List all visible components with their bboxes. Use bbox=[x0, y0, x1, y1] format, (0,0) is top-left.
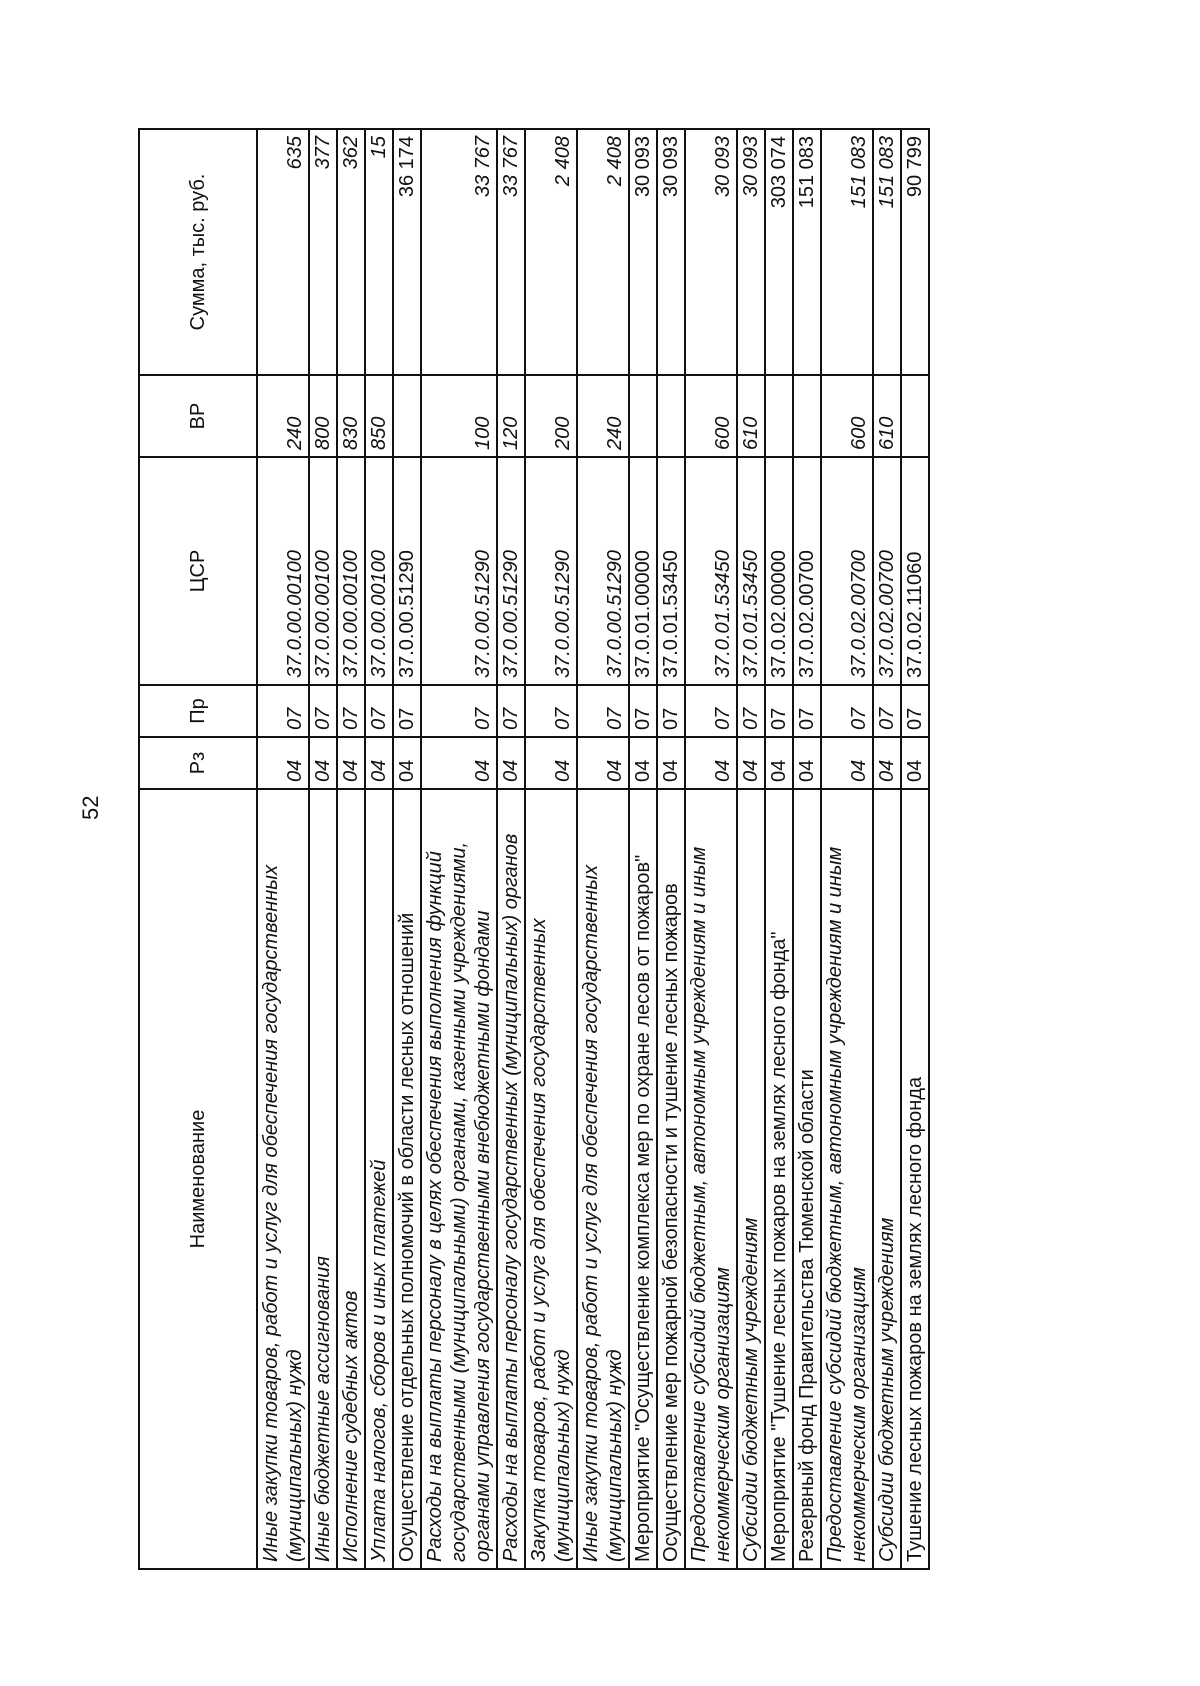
budget-table-container bbox=[138, 130, 1058, 1570]
cell-name: Иные закупки товаров, работ и услуг для обеспечения государственных (муниципальных) нужд bbox=[577, 789, 629, 1569]
cell-vr: 600 bbox=[685, 375, 737, 457]
cell-rz: 04 bbox=[309, 737, 337, 789]
header-row bbox=[139, 129, 257, 1569]
cell-sum: 635 bbox=[257, 129, 309, 375]
cell-rz: 04 bbox=[873, 737, 901, 789]
table-row bbox=[821, 129, 873, 1569]
cell-vr bbox=[393, 375, 421, 457]
cell-sum: 33 767 bbox=[421, 129, 497, 375]
cell-vr bbox=[793, 375, 821, 457]
cell-sum: 151 083 bbox=[873, 129, 901, 375]
cell-sum: 362 bbox=[337, 129, 365, 375]
cell-vr: 600 bbox=[821, 375, 873, 457]
cell-name: Предоставление субсидий бюджетным, автономным учреждениям и иным некоммерческим организациям bbox=[685, 789, 737, 1569]
cell-rz: 04 bbox=[793, 737, 821, 789]
cell-rz: 04 bbox=[577, 737, 629, 789]
table-row bbox=[257, 129, 309, 1569]
cell-sum: 377 bbox=[309, 129, 337, 375]
cell-csr: 37.0.01.53450 bbox=[737, 457, 765, 685]
cell-rz: 04 bbox=[657, 737, 685, 789]
cell-pr: 07 bbox=[737, 685, 765, 737]
cell-csr: 37.0.01.53450 bbox=[657, 457, 685, 685]
cell-vr: 850 bbox=[365, 375, 393, 457]
cell-csr: 37.0.00.51290 bbox=[421, 457, 497, 685]
cell-name: Расходы на выплаты персоналу государственных (муниципальных) органов bbox=[497, 789, 525, 1569]
cell-rz: 04 bbox=[525, 737, 577, 789]
cell-vr bbox=[901, 375, 929, 457]
cell-name: Исполнение судебных актов bbox=[337, 789, 365, 1569]
table-row bbox=[629, 129, 657, 1569]
cell-pr: 07 bbox=[901, 685, 929, 737]
cell-pr: 07 bbox=[629, 685, 657, 737]
cell-sum: 15 bbox=[365, 129, 393, 375]
cell-name: Резервный фонд Правительства Тюменской области bbox=[793, 789, 821, 1569]
cell-rz: 04 bbox=[497, 737, 525, 789]
cell-name: Мероприятие "Осуществление комплекса мер по охране лесов от пожаров" bbox=[629, 789, 657, 1569]
table-row bbox=[685, 129, 737, 1569]
cell-sum: 2 408 bbox=[577, 129, 629, 375]
cell-name: Иные бюджетные ассигнования bbox=[309, 789, 337, 1569]
cell-rz: 04 bbox=[393, 737, 421, 789]
cell-csr: 37.0.02.00700 bbox=[821, 457, 873, 685]
cell-name: Иные закупки товаров, работ и услуг для обеспечения государственных (муниципальных) нужд bbox=[257, 789, 309, 1569]
cell-vr bbox=[629, 375, 657, 457]
cell-rz: 04 bbox=[365, 737, 393, 789]
cell-sum: 33 767 bbox=[497, 129, 525, 375]
cell-name: Расходы на выплаты персоналу в целях обеспечения выполнения функций государственными (муниципальными) органами, казенными учреждениями, органами управления государственными внебюджетными фондами bbox=[421, 789, 497, 1569]
cell-sum: 151 083 bbox=[793, 129, 821, 375]
table-row bbox=[337, 129, 365, 1569]
cell-pr: 07 bbox=[873, 685, 901, 737]
cell-sum: 30 093 bbox=[629, 129, 657, 375]
cell-rz: 04 bbox=[257, 737, 309, 789]
cell-pr: 07 bbox=[821, 685, 873, 737]
cell-csr: 37.0.02.00700 bbox=[873, 457, 901, 685]
cell-sum: 303 074 bbox=[765, 129, 793, 375]
cell-rz: 04 bbox=[821, 737, 873, 789]
cell-csr: 37.0.00.00100 bbox=[337, 457, 365, 685]
cell-sum: 30 093 bbox=[737, 129, 765, 375]
cell-csr: 37.0.00.00100 bbox=[365, 457, 393, 685]
cell-pr: 07 bbox=[793, 685, 821, 737]
cell-vr: 100 bbox=[421, 375, 497, 457]
cell-csr: 37.0.02.11060 bbox=[901, 457, 929, 685]
cell-rz: 04 bbox=[629, 737, 657, 789]
budget-table bbox=[138, 128, 930, 1570]
cell-vr: 240 bbox=[257, 375, 309, 457]
cell-csr: 37.0.00.00100 bbox=[257, 457, 309, 685]
cell-pr: 07 bbox=[765, 685, 793, 737]
cell-csr: 37.0.01.00000 bbox=[629, 457, 657, 685]
header-name: Наименование bbox=[139, 789, 257, 1569]
cell-name: Тушение лесных пожаров на землях лесного фонда bbox=[901, 789, 929, 1569]
cell-vr: 610 bbox=[737, 375, 765, 457]
cell-sum: 90 799 bbox=[901, 129, 929, 375]
cell-vr: 200 bbox=[525, 375, 577, 457]
header-csr: ЦСР bbox=[139, 457, 257, 685]
cell-vr: 830 bbox=[337, 375, 365, 457]
cell-name: Предоставление субсидий бюджетным, автономным учреждениям и иным некоммерческим организациям bbox=[821, 789, 873, 1569]
cell-rz: 04 bbox=[685, 737, 737, 789]
cell-pr: 07 bbox=[525, 685, 577, 737]
table-row bbox=[657, 129, 685, 1569]
cell-csr: 37.0.01.53450 bbox=[685, 457, 737, 685]
table-row bbox=[765, 129, 793, 1569]
cell-vr: 240 bbox=[577, 375, 629, 457]
cell-vr: 120 bbox=[497, 375, 525, 457]
cell-name: Субсидии бюджетным учреждениям bbox=[873, 789, 901, 1569]
header-vr: ВР bbox=[139, 375, 257, 457]
table-row bbox=[793, 129, 821, 1569]
cell-sum: 30 093 bbox=[685, 129, 737, 375]
cell-name: Субсидии бюджетным учреждениям bbox=[737, 789, 765, 1569]
table-row bbox=[309, 129, 337, 1569]
table-row bbox=[421, 129, 497, 1569]
table-body bbox=[257, 129, 929, 1569]
cell-pr: 07 bbox=[497, 685, 525, 737]
cell-csr: 37.0.00.51290 bbox=[525, 457, 577, 685]
cell-pr: 07 bbox=[309, 685, 337, 737]
table-row bbox=[873, 129, 901, 1569]
cell-csr: 37.0.00.51290 bbox=[497, 457, 525, 685]
cell-sum: 151 083 bbox=[821, 129, 873, 375]
table-row bbox=[525, 129, 577, 1569]
cell-pr: 07 bbox=[337, 685, 365, 737]
cell-vr bbox=[765, 375, 793, 457]
cell-name: Уплата налогов, сборов и иных платежей bbox=[365, 789, 393, 1569]
cell-sum: 36 174 bbox=[393, 129, 421, 375]
cell-pr: 07 bbox=[393, 685, 421, 737]
header-rz: Рз bbox=[139, 737, 257, 789]
cell-vr bbox=[657, 375, 685, 457]
cell-rz: 04 bbox=[737, 737, 765, 789]
cell-pr: 07 bbox=[257, 685, 309, 737]
cell-vr: 610 bbox=[873, 375, 901, 457]
table-row bbox=[901, 129, 929, 1569]
cell-name: Закупка товаров, работ и услуг для обеспечения государственных (муниципальных) нужд bbox=[525, 789, 577, 1569]
cell-pr: 07 bbox=[365, 685, 393, 737]
cell-sum: 2 408 bbox=[525, 129, 577, 375]
header-sum: Сумма, тыс. руб. bbox=[139, 129, 257, 375]
cell-pr: 07 bbox=[421, 685, 497, 737]
cell-pr: 07 bbox=[657, 685, 685, 737]
cell-rz: 04 bbox=[337, 737, 365, 789]
table-row bbox=[497, 129, 525, 1569]
cell-pr: 07 bbox=[577, 685, 629, 737]
cell-name: Мероприятие "Тушение лесных пожаров на землях лесного фонда" bbox=[765, 789, 793, 1569]
cell-csr: 37.0.02.00000 bbox=[765, 457, 793, 685]
cell-csr: 37.0.02.00700 bbox=[793, 457, 821, 685]
table-row bbox=[393, 129, 421, 1569]
cell-name: Осуществление мер пожарной безопасности и тушение лесных пожаров bbox=[657, 789, 685, 1569]
cell-name: Осуществление отдельных полномочий в области лесных отношений bbox=[393, 789, 421, 1569]
cell-csr: 37.0.00.51290 bbox=[393, 457, 421, 685]
cell-pr: 07 bbox=[685, 685, 737, 737]
cell-sum: 30 093 bbox=[657, 129, 685, 375]
page-number: 52 bbox=[78, 795, 103, 820]
cell-rz: 04 bbox=[765, 737, 793, 789]
table-row bbox=[365, 129, 393, 1569]
cell-vr: 800 bbox=[309, 375, 337, 457]
table-row bbox=[577, 129, 629, 1569]
cell-csr: 37.0.00.00100 bbox=[309, 457, 337, 685]
cell-csr: 37.0.00.51290 bbox=[577, 457, 629, 685]
cell-rz: 04 bbox=[421, 737, 497, 789]
cell-rz: 04 bbox=[901, 737, 929, 789]
header-pr: Пр bbox=[139, 685, 257, 737]
table-row bbox=[737, 129, 765, 1569]
